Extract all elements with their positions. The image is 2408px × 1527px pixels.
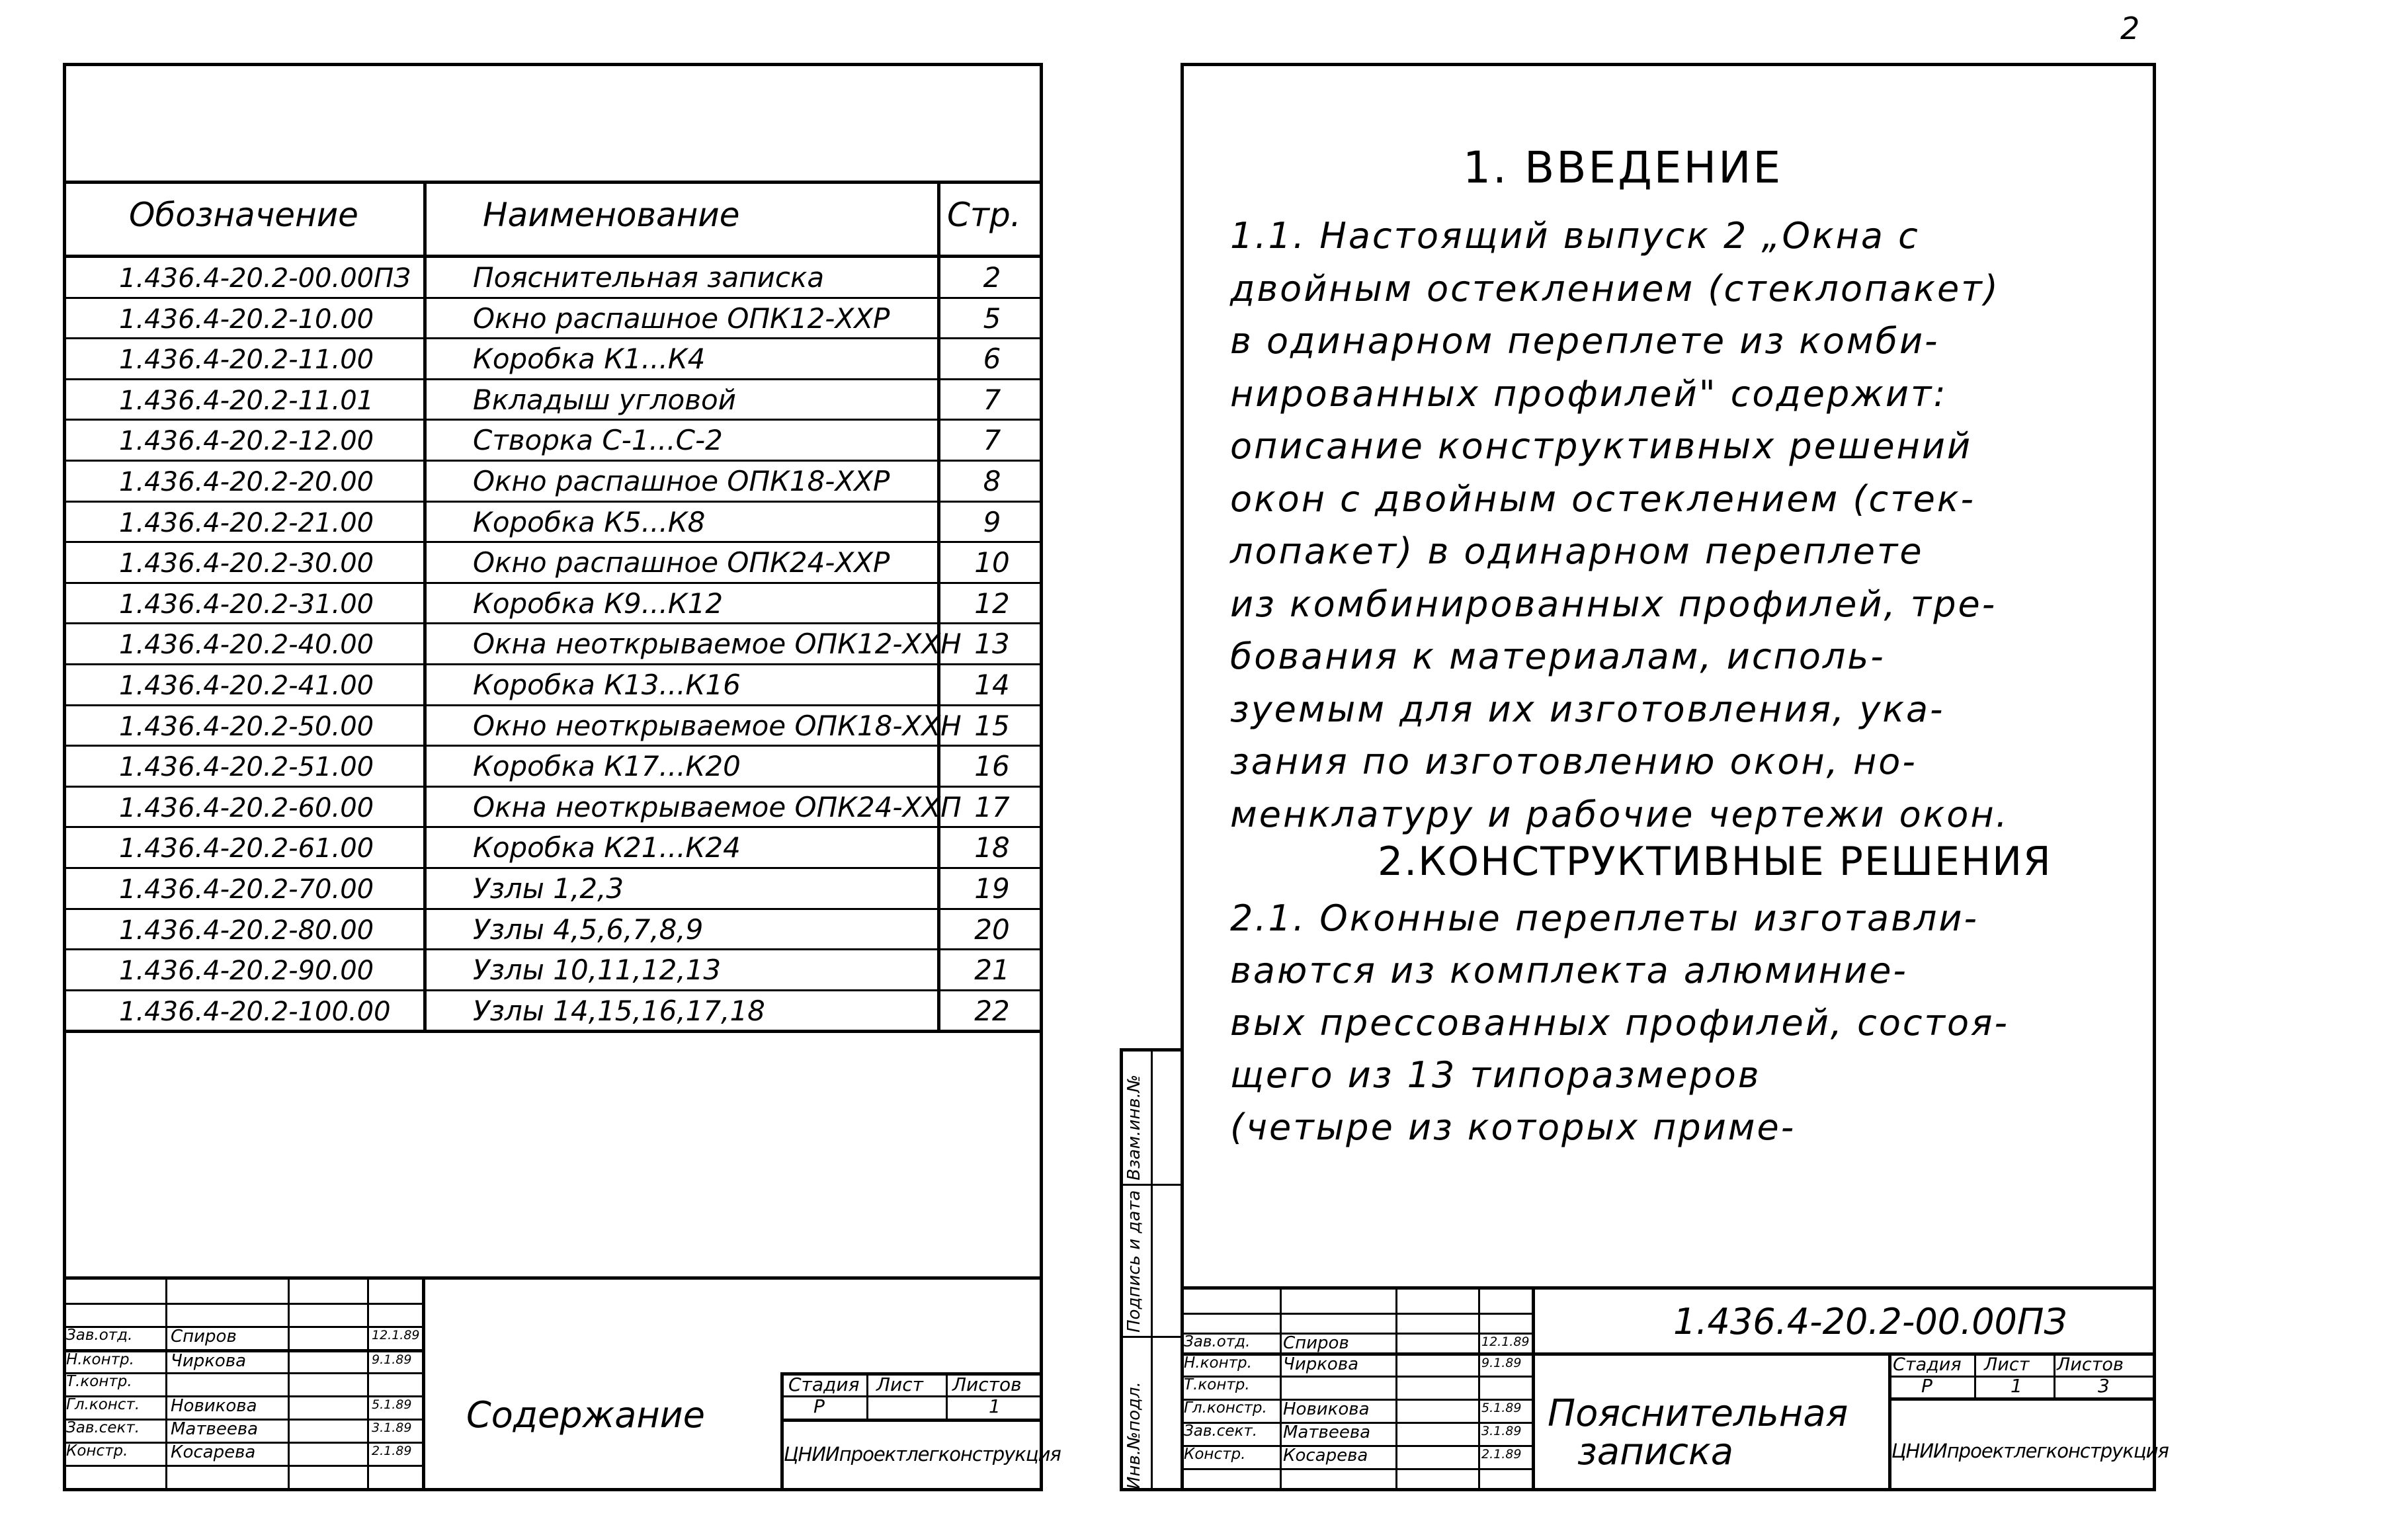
- signature-role: Констр.: [1184, 1446, 1246, 1463]
- row-name: Коробка К21...К24: [473, 831, 741, 864]
- signature-name: Новикова: [1283, 1399, 1370, 1419]
- section1-line: двойным остеклением (стеклопакет): [1230, 267, 2000, 310]
- row-designation: 1.436.4-20.2-61.00: [119, 833, 374, 864]
- left-sheet-header: Лист: [876, 1374, 923, 1395]
- signature-role: Н.контр.: [1184, 1354, 1252, 1372]
- row-name: Окна неоткрываемое ОПК24-ХХП: [473, 790, 962, 823]
- row-divider: [63, 419, 1043, 421]
- margin-strip-line-2: [1120, 1336, 1184, 1338]
- section1-line: из комбинированных профилей, тре-: [1230, 583, 1997, 625]
- row-page: 17: [974, 790, 1010, 823]
- row-divider: [63, 297, 1043, 299]
- right-stage-col-1: [1974, 1352, 1976, 1397]
- signature-role: Т.контр.: [1184, 1376, 1250, 1393]
- right-sig-row-line-5: [1181, 1468, 1533, 1470]
- signature-date: 3.1.89: [372, 1421, 412, 1435]
- section1-line: описание конструктивных решений: [1230, 425, 1973, 467]
- row-name: Коробка К17...К20: [473, 750, 741, 783]
- left-stage-header: Стадия: [788, 1374, 860, 1395]
- signature-role: Н.контр.: [66, 1351, 134, 1368]
- right-stage-col-0: [1888, 1352, 1891, 1491]
- left-sig-col-2: [288, 1276, 290, 1491]
- note-document-title-line1: Пояснительная: [1548, 1392, 1848, 1435]
- row-divider: [63, 378, 1043, 380]
- row-page: 5: [983, 302, 1001, 335]
- right-sheet-header: Лист: [1984, 1354, 2030, 1375]
- signature-date: 12.1.89: [1481, 1335, 1530, 1349]
- row-divider: [63, 989, 1043, 991]
- margin-label-vzam-inv: Взам.инв.№: [1124, 1075, 1144, 1180]
- left-sig-col-1: [165, 1276, 167, 1491]
- signature-role: Т.контр.: [66, 1373, 132, 1390]
- row-divider: [63, 908, 1043, 910]
- row-page: 9: [983, 505, 1001, 538]
- right-title-block-split: [1532, 1286, 1535, 1491]
- right-sheet-value: 1: [2011, 1375, 2022, 1397]
- signature-name: Чиркова: [1283, 1354, 1359, 1374]
- row-designation: 1.436.4-20.2-00.00ПЗ: [119, 263, 411, 294]
- right-stage-value: Р: [1921, 1375, 1932, 1397]
- signature-name: Матвеева: [1283, 1423, 1371, 1442]
- row-divider: [63, 663, 1043, 665]
- row-designation: 1.436.4-20.2-80.00: [119, 915, 374, 946]
- note-document-title-line2: записка: [1577, 1430, 1734, 1473]
- section1-line: бования к материалам, исполь-: [1230, 636, 1886, 677]
- signature-name: Новикова: [171, 1396, 257, 1416]
- row-name: Узлы 1,2,3: [473, 872, 624, 905]
- section2-line: вых прессованных профилей, состоя-: [1230, 1002, 2010, 1044]
- row-designation: 1.436.4-20.2-31.00: [119, 589, 374, 620]
- row-divider: [63, 582, 1043, 584]
- signature-role: Зав.отд.: [66, 1327, 133, 1344]
- row-divider: [63, 622, 1043, 624]
- contents-col-line-1: [423, 181, 427, 1031]
- row-designation: 1.436.4-20.2-10.00: [119, 304, 374, 335]
- section1-line: 1.1. Настоящий выпуск 2 „Окна с: [1230, 215, 1920, 257]
- row-designation: 1.436.4-20.2-40.00: [119, 630, 374, 661]
- column-header-name: Наименование: [483, 196, 740, 234]
- row-name: Узлы 4,5,6,7,8,9: [473, 913, 704, 946]
- left-sig-col-3: [367, 1276, 369, 1491]
- row-page: 18: [974, 831, 1010, 864]
- row-name: Окно распашное ОПК12-ХХР: [473, 302, 890, 335]
- section1-line: зания по изготовлению окон, но-: [1230, 741, 1917, 782]
- right-sig-col-2: [1395, 1286, 1397, 1491]
- signature-name: Спиров: [171, 1327, 237, 1346]
- signature-name: Косарева: [171, 1442, 256, 1462]
- row-designation: 1.436.4-20.2-11.01: [119, 385, 374, 416]
- row-designation: 1.436.4-20.2-21.00: [119, 507, 374, 538]
- right-stage-col-2: [2054, 1352, 2055, 1397]
- row-divider: [63, 867, 1043, 869]
- row-page: 7: [983, 424, 1001, 457]
- section2-line: ваются из комплекта алюминие-: [1230, 950, 1908, 991]
- section1-line: нированных профилей" содержит:: [1230, 372, 1948, 415]
- row-designation: 1.436.4-20.2-12.00: [119, 426, 374, 457]
- row-page: 8: [983, 465, 1001, 497]
- row-page: 2: [983, 261, 1001, 294]
- signature-date: 5.1.89: [372, 1397, 412, 1412]
- signature-date: 5.1.89: [1481, 1401, 1522, 1415]
- left-stage-col-1: [866, 1372, 868, 1419]
- signature-role: Зав.сект.: [1184, 1423, 1258, 1440]
- section1-line: лопакет) в одинарном переплете: [1230, 530, 1924, 572]
- row-divider: [63, 501, 1043, 503]
- row-page: 16: [974, 750, 1010, 783]
- right-sheets-header: Листов: [2057, 1354, 2124, 1375]
- row-name: Коробка К5...К8: [473, 505, 706, 538]
- right-stage-bottom-line: [1888, 1397, 2156, 1401]
- contents-header-top-line: [63, 181, 1043, 184]
- signature-role: Зав.отд.: [1184, 1333, 1251, 1350]
- row-designation: 1.436.4-20.2-70.00: [119, 874, 374, 905]
- right-organization: ЦНИИпроектлегконструкция: [1891, 1440, 2169, 1462]
- left-stage-bottom-line: [780, 1419, 1043, 1422]
- left-stage-value: Р: [813, 1395, 825, 1417]
- left-document-title: Содержание: [466, 1394, 705, 1436]
- row-name: Коробка К1...К4: [473, 343, 706, 376]
- row-divider: [63, 786, 1043, 788]
- left-organization: ЦНИИпроектлегконструкция: [784, 1443, 1061, 1465]
- margin-label-signature-date: Подпись и дата: [1124, 1190, 1144, 1333]
- row-page: 14: [974, 669, 1010, 701]
- right-sig-col-1: [1280, 1286, 1282, 1491]
- row-name: Окно распашное ОПК18-ХХР: [473, 465, 890, 497]
- row-designation: 1.436.4-20.2-50.00: [119, 711, 374, 742]
- row-page: 6: [983, 343, 1001, 376]
- section1-line: окон с двойным остеклением (стек-: [1230, 477, 1975, 520]
- row-name: Коробка К13...К16: [473, 669, 741, 701]
- signature-date: 2.1.89: [1481, 1447, 1522, 1462]
- column-header-page: Стр.: [947, 196, 1021, 234]
- margin-strip-line-1: [1120, 1184, 1184, 1186]
- contents-table-bottom-line: [63, 1030, 1043, 1033]
- right-title-block-top-line: [1181, 1286, 2156, 1290]
- signature-role: Констр.: [66, 1442, 128, 1460]
- row-name: Окно распашное ОПК24-ХХР: [473, 546, 890, 579]
- row-divider: [63, 826, 1043, 828]
- row-designation: 1.436.4-20.2-100.00: [119, 996, 391, 1027]
- row-divider: [63, 704, 1043, 706]
- row-divider: [63, 745, 1043, 747]
- row-designation: 1.436.4-20.2-90.00: [119, 956, 374, 987]
- row-page: 10: [974, 546, 1010, 579]
- left-title-block-split: [422, 1276, 425, 1491]
- right-sig-row-line-0: [1181, 1313, 1533, 1315]
- margin-strip-divider: [1151, 1048, 1153, 1491]
- signature-name: Косарева: [1283, 1446, 1368, 1465]
- row-name: Створка С-1...С-2: [473, 424, 723, 457]
- row-designation: 1.436.4-20.2-30.00: [119, 548, 374, 579]
- signature-role: Гл.конст.: [66, 1396, 140, 1413]
- left-sheet-value: 1: [989, 1395, 1001, 1417]
- row-designation: 1.436.4-20.2-51.00: [119, 752, 374, 783]
- signature-name: Матвеева: [171, 1419, 259, 1439]
- section1-title: 1. ВВЕДЕНИЕ: [1463, 142, 1783, 193]
- section2-line: щего из 13 типоразмеров: [1230, 1054, 1761, 1096]
- row-designation: 1.436.4-20.2-60.00: [119, 792, 374, 823]
- section1-line: менклатуру и рабочие чертежи окон.: [1230, 793, 2009, 835]
- row-divider: [63, 541, 1043, 543]
- left-sig-row-line-0: [63, 1303, 423, 1305]
- left-stage-col-0: [780, 1372, 784, 1491]
- section2-title: 2.КОНСТРУКТИВНЫЕ РЕШЕНИЯ: [1378, 839, 2052, 885]
- sheet-number: 2: [2120, 11, 2140, 46]
- right-sig-col-3: [1478, 1286, 1480, 1491]
- row-designation: 1.436.4-20.2-20.00: [119, 467, 374, 497]
- left-sig-row-line-5: [63, 1465, 423, 1467]
- section2-line: (четыре из которых приме-: [1230, 1106, 1796, 1148]
- right-stage-header: Стадия: [1893, 1354, 1962, 1375]
- column-header-designation: Обозначение: [129, 196, 358, 234]
- row-divider: [63, 460, 1043, 462]
- row-page: 7: [983, 383, 1001, 416]
- contents-header-bottom-line: [63, 255, 1043, 258]
- margin-label-inv-podl: Инв.№подл.: [1124, 1382, 1144, 1489]
- row-designation: 1.436.4-20.2-41.00: [119, 671, 374, 701]
- signature-date: 3.1.89: [1481, 1424, 1522, 1438]
- row-name: Узлы 14,15,16,17,18: [473, 994, 765, 1027]
- signature-date: 9.1.89: [1481, 1356, 1522, 1370]
- row-name: Коробка К9...К12: [473, 587, 724, 620]
- signature-date: 2.1.89: [372, 1444, 412, 1458]
- row-divider: [63, 948, 1043, 950]
- row-name: Вкладыш угловой: [473, 383, 736, 416]
- row-page: 15: [974, 709, 1010, 742]
- row-name: Окна неоткрываемое ОПК12-ХХН: [473, 628, 962, 661]
- section1-line: в одинарном переплете из комби-: [1230, 320, 1940, 362]
- row-page: 20: [974, 913, 1010, 946]
- left-title-block-top-line: [63, 1276, 1043, 1280]
- section2-line: 2.1. Оконные переплеты изготавли-: [1230, 897, 1979, 939]
- row-page: 13: [974, 628, 1010, 661]
- section1-line: зуемым для их изготовления, ука-: [1230, 688, 1945, 730]
- row-page: 22: [974, 994, 1010, 1027]
- row-page: 19: [974, 872, 1010, 905]
- signature-date: 12.1.89: [372, 1328, 420, 1342]
- signature-role: Зав.сект.: [66, 1419, 140, 1436]
- row-designation: 1.436.4-20.2-11.00: [119, 345, 374, 376]
- right-sheets-value: 3: [2098, 1375, 2110, 1397]
- row-page: 12: [974, 587, 1010, 620]
- note-designation: 1.436.4-20.2-00.00ПЗ: [1673, 1301, 2067, 1342]
- left-sheets-header: Листов: [952, 1374, 1022, 1395]
- signature-name: Чиркова: [171, 1351, 247, 1371]
- row-name: Узлы 10,11,12,13: [473, 954, 722, 987]
- signature-name: Спиров: [1283, 1333, 1349, 1353]
- row-divider: [63, 337, 1043, 339]
- row-name: Окно неоткрываемое ОПК18-ХХН: [473, 709, 962, 742]
- signature-date: 9.1.89: [372, 1352, 412, 1367]
- row-page: 21: [974, 954, 1010, 987]
- signature-role: Гл.констр.: [1184, 1399, 1267, 1417]
- row-name: Пояснительная записка: [473, 261, 825, 294]
- left-stage-col-2: [946, 1372, 948, 1419]
